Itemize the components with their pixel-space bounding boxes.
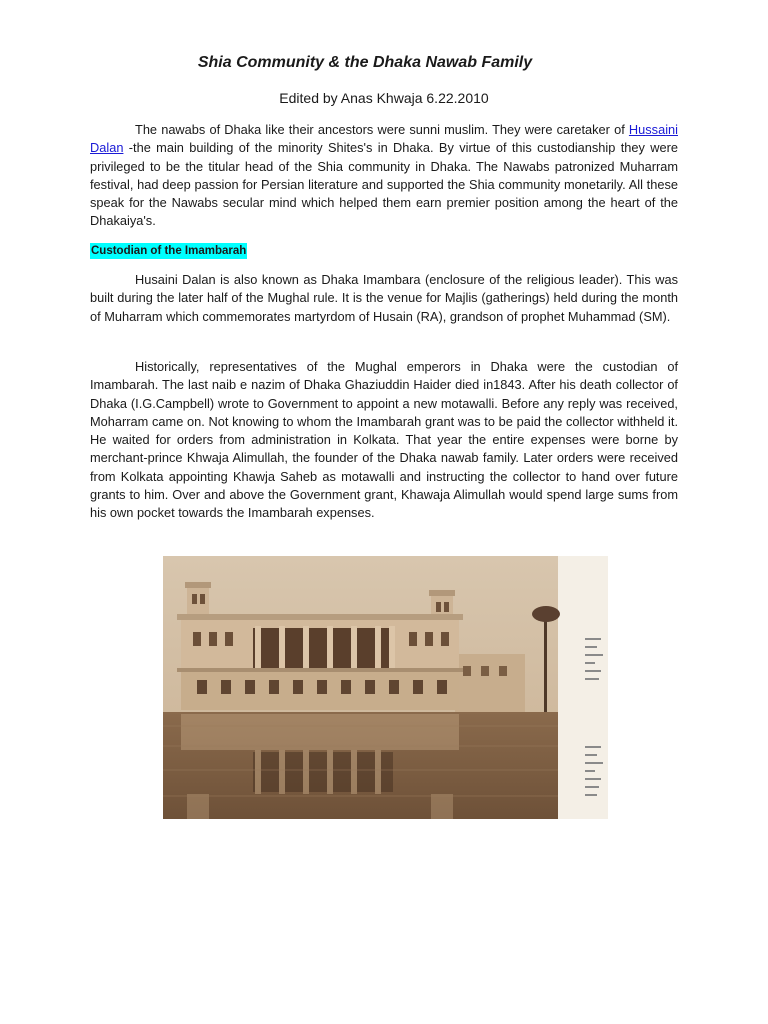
intro-text-before-link: The nawabs of Dhaka like their ancestors were sunni muslim. They were caretaker of — [135, 122, 629, 137]
paragraph-2-text: Husaini Dalan is also known as Dhaka Imambara (enclosure of the religious leader). This was built during the later half of the Mughal rule. It is the venue for Majlis (gatherings) held during the month of Muharram which commemorates martyrdom of Husain (RA), grandson of prophet Muhammad (SM). — [90, 272, 678, 324]
intro-paragraph — [90, 121, 678, 231]
husaini-dalan-photo — [163, 556, 608, 819]
section-heading: Custodian of the Imambarah — [91, 245, 247, 257]
paragraph-husaini-dalan — [90, 271, 678, 326]
paragraph-history — [90, 358, 678, 523]
intro-text-after-link: -the main building of the minority Shites's in Dhaka. By virtue of this custodianship they were privileged to be the titular head of the Shia community in Dhaka. The Nawabs patronized Muharram festival, had deep passion for Persian literature and supported the Shia community monetarily. All these speak for the Nawabs secular mind which helped them earn premier position among the heart of the Dhakaiya's. — [90, 140, 678, 229]
hussaini-dalan-link[interactable]: Hussaini Dalan — [90, 122, 678, 156]
sepia-building-image — [163, 556, 608, 819]
paragraph-3-text: Historically, representatives of the Mughal emperors in Dhaka were the custodian of Imambarah. The last naib e nazim of Dhaka Ghaziuddin Haider died in1843. After his death collector of Dhaka (I.G.Campbell) wrote to Government to appoint a new motawalli. Before any reply was received, Moharram came on. Not knowing to whom the Imambarah grant was to be paid the collector withheld it. He waited for orders from administration in Kolkata. That year the entire expenses were borne by merchant-prince Khwaja Alimullah, the founder of the Dhaka nawab family. Later orders were received from Kolkata appointing Khawja Saheb as motawalli and instructing the collector to hand over future grants to him. Over and above the Government grant, Khawaja Alimullah would spend large sums from his own pocket towards the Imambarah expenses. — [90, 359, 678, 521]
byline: Edited by Anas Khwaja 6.22.2010 — [279, 90, 489, 106]
document-title: Shia Community & the Dhaka Nawab Family — [197, 54, 533, 71]
